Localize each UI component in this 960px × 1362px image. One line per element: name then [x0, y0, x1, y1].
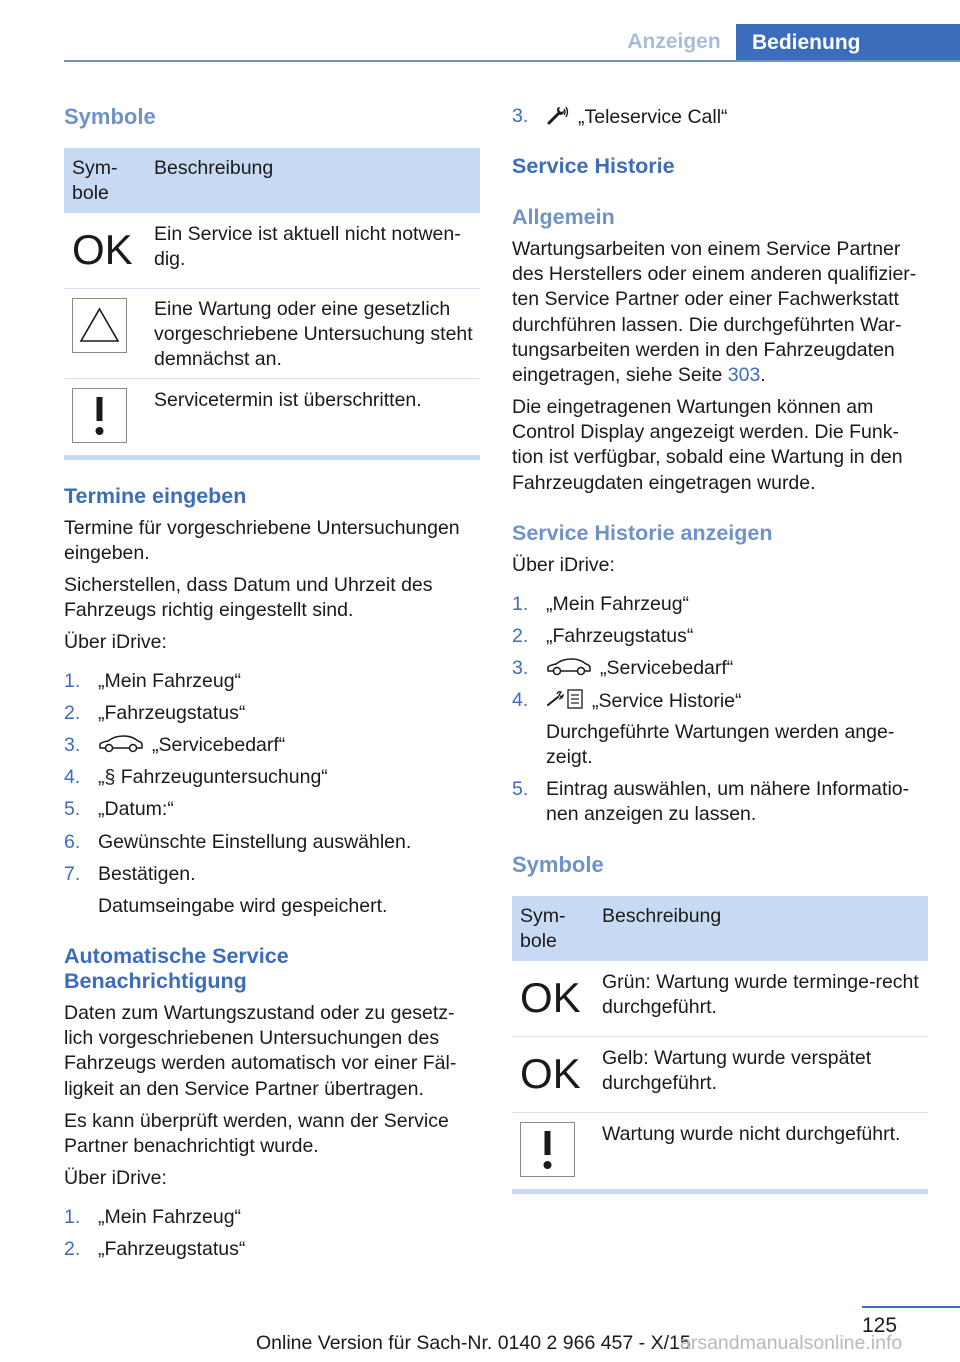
list-text: Eintrag auswählen, um nähere Informatio-nen anzeigen zu lassen.	[546, 778, 910, 826]
list-number: 3.	[64, 734, 81, 756]
termine-paragraph-3: Über iDrive:	[64, 631, 167, 653]
page-reference-link[interactable]: 303	[727, 364, 761, 387]
list-item	[512, 777, 928, 829]
ok-symbol-text: OK	[520, 974, 581, 1021]
anzeigen-paragraph: Über iDrive:	[512, 554, 615, 576]
list-item	[64, 1205, 480, 1231]
column-header-symbol-line2: bole	[72, 182, 109, 204]
allgemein-paragraph-1: Wartungsarbeiten von einem Service Partner des Herstellers oder einem anderen qualifizier-ten Service Partner oder einer Fachwerkstatt durchführen lassen. Die durchgeführten War-tungsarbeiten werden in den Fahrzeugdaten eingetragen, siehe Seite 303.	[512, 238, 917, 387]
list-number: 5.	[64, 798, 81, 820]
list-item	[512, 688, 928, 714]
termine-paragraph-2: Sicherstellen, dass Datum und Uhrzeit des Fahrzeugs richtig eingestellt sind.	[64, 574, 433, 622]
auto-heading-line2: Benachrichtigung	[64, 969, 247, 993]
auto-paragraph-2: Es kann überprüft werden, wann der Service Partner benachrichtigt wurde.	[64, 1110, 449, 1158]
ok-symbol-text: OK	[72, 226, 133, 273]
table-row-text: Wartung wurde nicht durchgeführt.	[602, 1123, 901, 1145]
list-item	[64, 733, 480, 759]
exclamation-icon	[520, 1122, 575, 1177]
table-row-text: Grün: Wartung wurde terminge-recht durchgeführt.	[602, 971, 919, 1019]
table-header	[64, 148, 480, 213]
car-icon	[98, 735, 144, 753]
list-text: „Mein Fahrzeug“	[98, 670, 242, 692]
step-note: Datumseingabe wird gespeichert.	[98, 895, 388, 917]
list-item	[64, 862, 480, 888]
warning-triangle-icon	[72, 298, 127, 353]
list-item	[64, 669, 480, 695]
list-number: 3.	[512, 105, 529, 127]
page-number-rule	[862, 1306, 960, 1308]
list-number: 4.	[64, 766, 81, 788]
list-number: 2.	[512, 625, 529, 647]
list-number: 1.	[64, 670, 81, 692]
list-text: Bestätigen.	[98, 863, 196, 885]
list-item	[512, 104, 928, 130]
table-row-text: Eine Wartung oder eine gesetzlich vorgeschriebene Untersuchung steht demnächst an.	[154, 298, 473, 371]
row-divider	[64, 378, 480, 379]
list-text: „Fahrzeugstatus“	[98, 1238, 246, 1260]
table-end-rule	[64, 455, 480, 460]
list-number: 1.	[64, 1206, 81, 1228]
anzeigen-heading: Service Historie anzeigen	[512, 521, 773, 545]
tab-anzeigen[interactable]: Anzeigen	[627, 30, 721, 53]
step-note: Durchgeführte Wartungen werden ange-zeigt.	[546, 721, 895, 769]
list-number: 6.	[64, 831, 81, 853]
column-header-description: Beschreibung	[602, 905, 722, 927]
list-number: 5.	[512, 778, 529, 800]
service-history-icon	[546, 688, 584, 710]
table-header	[512, 896, 928, 961]
historie-heading: Service Historie	[512, 154, 675, 178]
list-item	[64, 765, 480, 791]
watermark: arsandmanualsonline.info	[680, 1332, 903, 1354]
list-text: „Mein Fahrzeug“	[98, 1206, 242, 1228]
tab-bedienung[interactable]: Bedienung	[736, 24, 960, 62]
column-header-symbol-line1: Sym-	[520, 905, 566, 927]
list-number: 2.	[64, 702, 81, 724]
ok-icon	[520, 974, 581, 1021]
table-end-rule	[512, 1189, 928, 1194]
list-text: „Mein Fahrzeug“	[546, 593, 690, 615]
list-text: „Fahrzeugstatus“	[98, 702, 246, 724]
list-item	[64, 701, 480, 727]
list-text: „Datum:“	[98, 798, 174, 820]
list-item	[64, 797, 480, 823]
list-number: 3.	[512, 657, 529, 679]
list-number: 1.	[512, 593, 529, 615]
wrench-icon	[546, 104, 570, 126]
list-text: „Teleservice Call“	[578, 106, 728, 128]
list-text: „Fahrzeugstatus“	[546, 625, 694, 647]
online-version-note: Online Version für Sach-Nr. 0140 2 966 457 - X/15	[256, 1332, 691, 1354]
row-divider	[512, 1112, 928, 1113]
exclamation-icon	[72, 388, 127, 443]
termine-heading: Termine eingeben	[64, 484, 247, 508]
ok-icon	[72, 226, 133, 273]
table-row-text: Ein Service ist aktuell nicht notwen-dig.	[154, 223, 461, 271]
list-text: „Service Historie“	[592, 690, 742, 712]
table-row-text: Servicetermin ist überschritten.	[154, 389, 422, 411]
column-header-symbol-line2: bole	[520, 930, 557, 952]
row-divider	[512, 1036, 928, 1037]
ok-symbol-text: OK	[520, 1050, 581, 1097]
list-text: „Servicebedarf“	[600, 657, 734, 679]
symbols-table-left	[64, 148, 480, 460]
row-divider	[64, 288, 480, 289]
column-header-description: Beschreibung	[154, 157, 274, 179]
symbols-table-right	[512, 896, 928, 1196]
list-number: 2.	[64, 1238, 81, 1260]
list-item	[512, 592, 928, 618]
header-rule	[64, 60, 960, 62]
column-header-symbol-line1: Sym-	[72, 157, 118, 179]
list-number: 7.	[64, 863, 81, 885]
symbols-heading-right: Symbole	[512, 852, 604, 877]
list-text: „Servicebedarf“	[152, 734, 286, 756]
ok-icon	[520, 1050, 581, 1097]
auto-paragraph-1: Daten zum Wartungszustand oder zu gesetz-lich vorgeschriebenen Untersuchungen des Fahrzeugs werden automatisch vor einer Fäl-ligkeit an den Service Partner übertragen.	[64, 1002, 457, 1100]
list-number: 4.	[512, 689, 529, 711]
auto-paragraph-3: Über iDrive:	[64, 1167, 167, 1189]
termine-paragraph-1: Termine für vorgeschriebene Untersuchungen eingeben.	[64, 517, 460, 565]
list-item	[64, 830, 480, 856]
page-header	[0, 0, 960, 62]
list-item	[512, 656, 928, 682]
allgemein-paragraph-2: Die eingetragenen Wartungen können am Control Display angezeigt werden. Die Funk-tion ist verfügbar, sobald eine Wartung in den Fahrzeugdaten eingetragen wurde.	[512, 396, 903, 494]
page-number: 125	[862, 1314, 898, 1337]
list-item	[512, 624, 928, 650]
list-text: „§ Fahrzeuguntersuchung“	[98, 766, 328, 788]
list-item	[64, 1237, 480, 1263]
list-text: Gewünschte Einstellung auswählen.	[98, 831, 412, 853]
auto-heading-line1: Automatische Service	[64, 944, 289, 968]
allgemein-heading: Allgemein	[512, 205, 615, 229]
symbols-heading-left: Symbole	[64, 104, 156, 129]
car-icon	[546, 658, 592, 676]
table-row-text: Gelb: Wartung wurde verspätet durchgeführt.	[602, 1047, 872, 1095]
